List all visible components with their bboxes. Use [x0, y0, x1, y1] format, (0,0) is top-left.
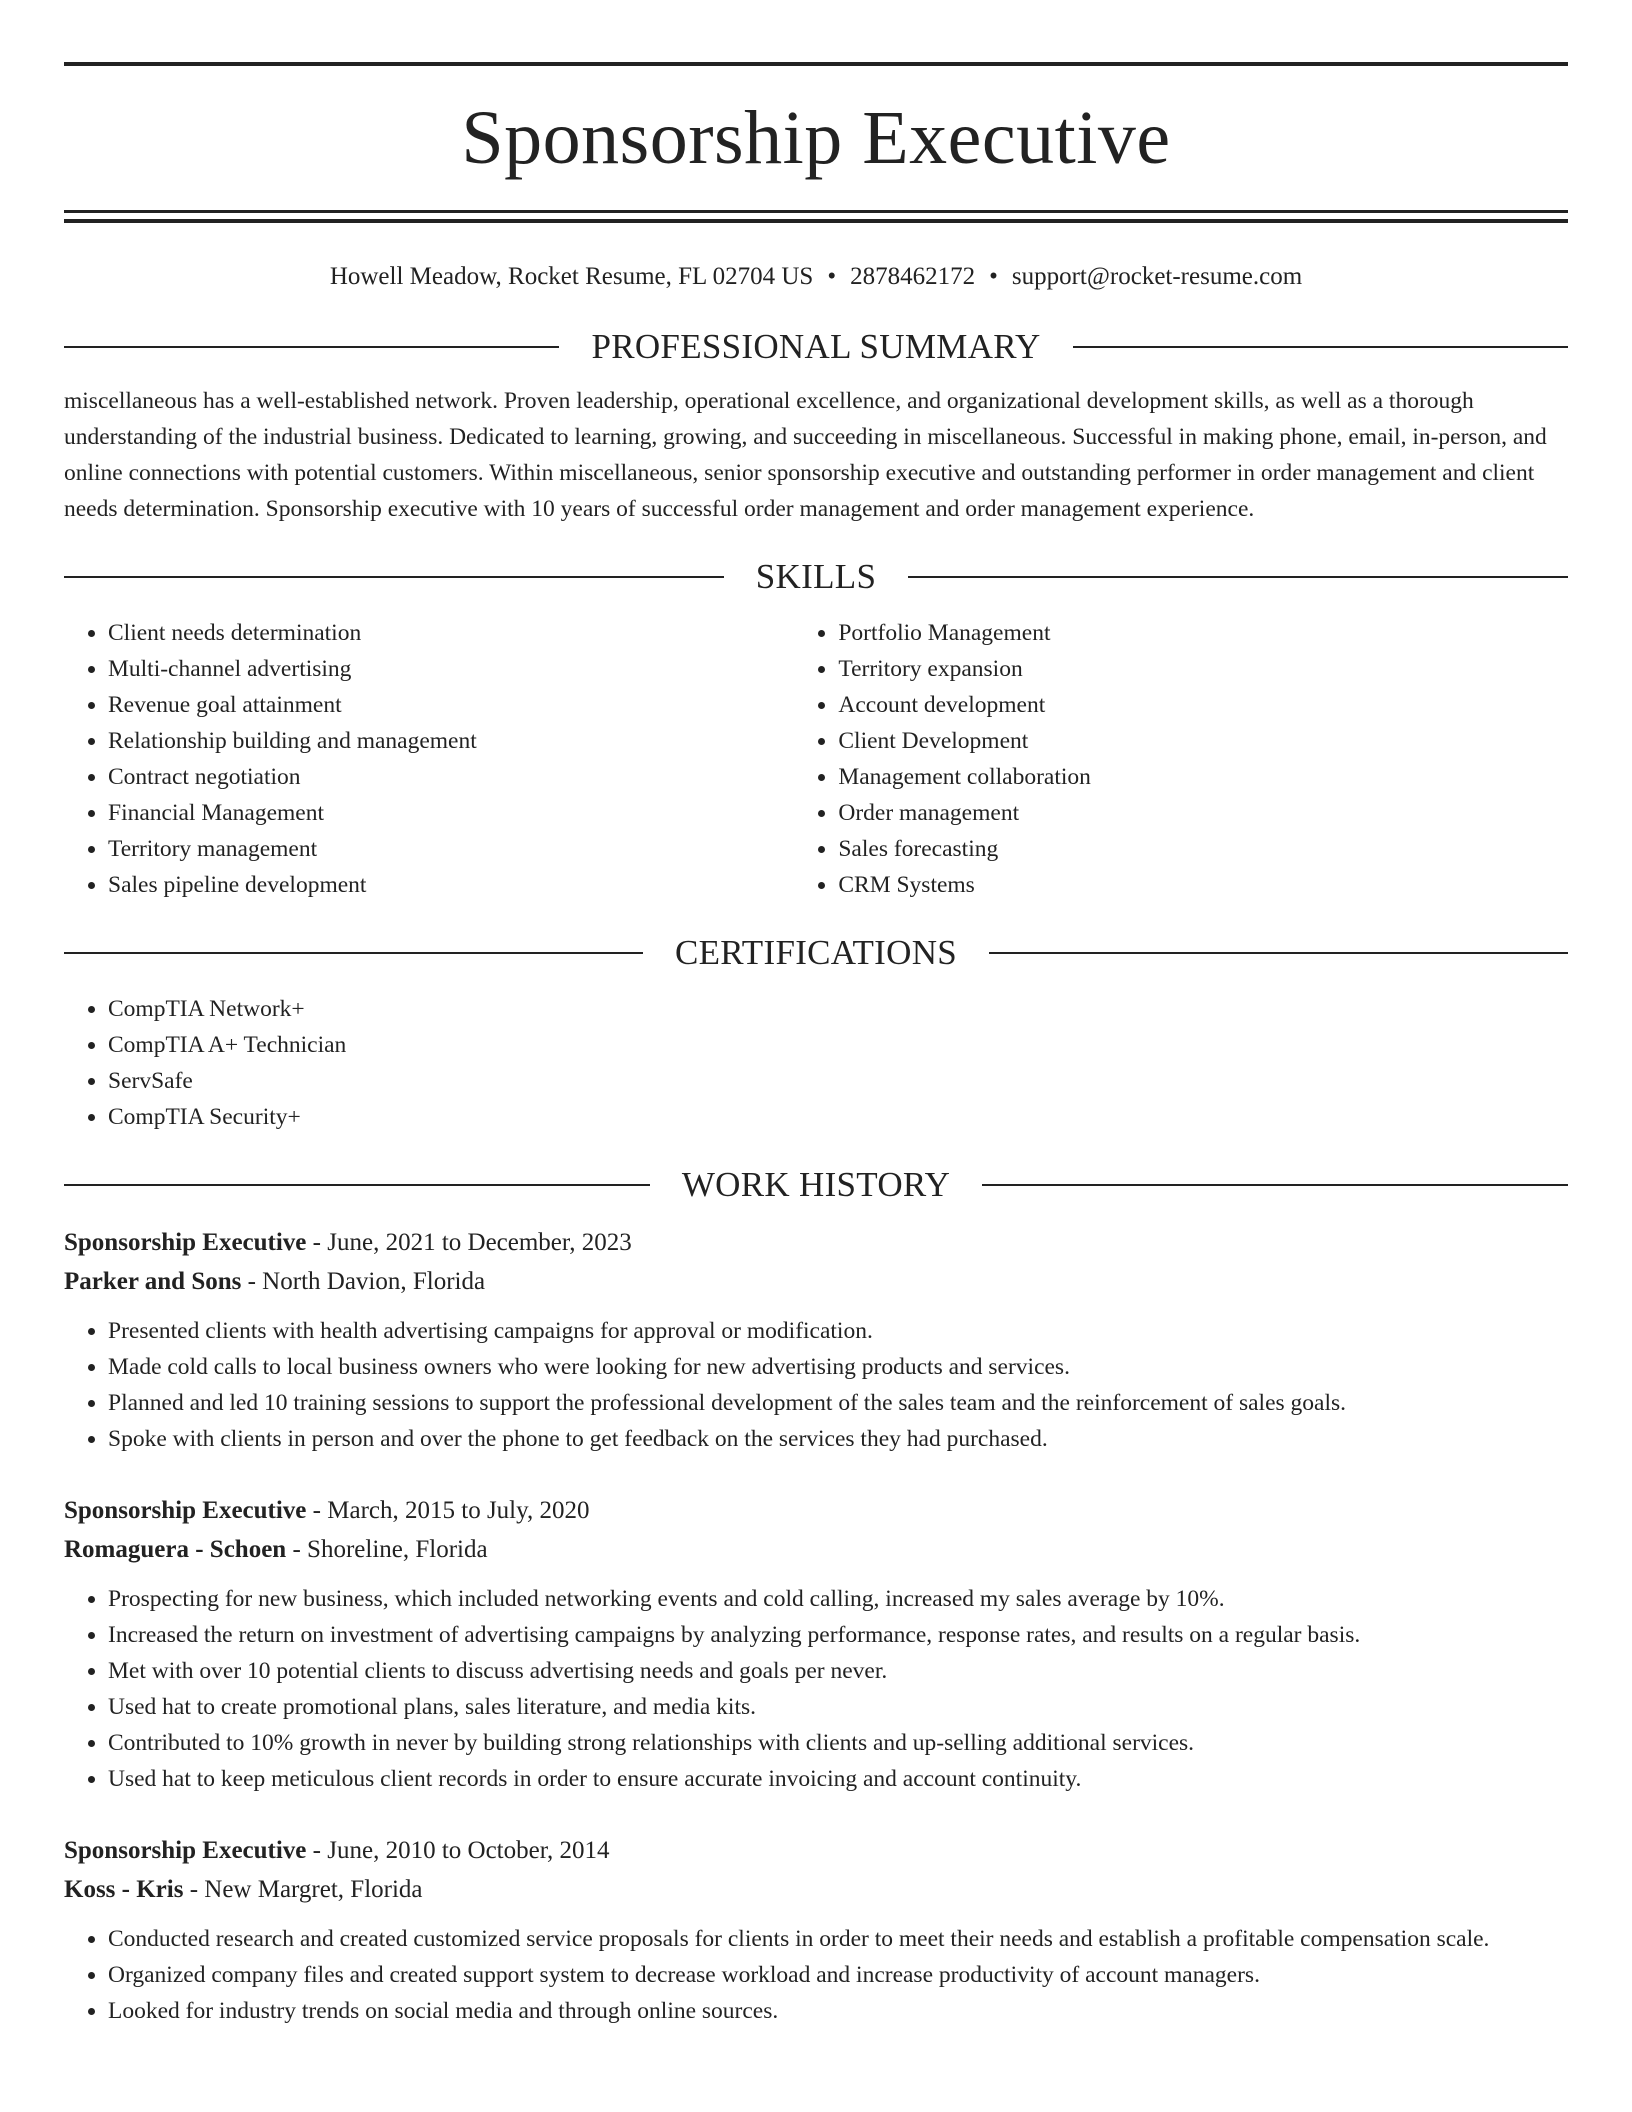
- job-company-line: [64, 1530, 1568, 1569]
- skills-heading: SKILLS: [755, 557, 877, 596]
- skill-item: • Territory expansion: [838, 651, 1568, 687]
- skill-item: • Portfolio Management: [838, 615, 1568, 651]
- job-title: Sponsorship Executive: [64, 1497, 307, 1524]
- contact-address: Howell Meadow, Rocket Resume, FL 02704 US: [329, 263, 814, 290]
- job-bullet: • Prospecting for new business, which included networking events and cold calling, increased my sales average by 10%.: [108, 1581, 1568, 1617]
- job-title-line: [64, 1223, 1568, 1262]
- summary-heading: PROFESSIONAL SUMMARY: [591, 327, 1041, 366]
- job-dates: - June, 2021 to December, 2023: [306, 1229, 632, 1256]
- skill-item: • Revenue goal attainment: [108, 687, 794, 723]
- job-company: Parker and Sons: [64, 1268, 242, 1295]
- job-entry: [64, 1491, 1568, 1797]
- skill-item: • Sales pipeline development: [108, 867, 794, 903]
- work-history-section-heading: [64, 1161, 1568, 1209]
- job-bullets: [64, 1313, 1568, 1457]
- contact-phone: 2878462172: [850, 263, 976, 290]
- job-bullet: • Presented clients with health advertising campaigns for approval or modification.: [108, 1313, 1568, 1349]
- job-company-line: [64, 1870, 1568, 1909]
- certification-item: • CompTIA Security+: [108, 1099, 1568, 1135]
- top-rule: [64, 62, 1568, 66]
- job-bullet: • Made cold calls to local business owners who were looking for new advertising products and services.: [108, 1349, 1568, 1385]
- job-bullet: • Used hat to create promotional plans, sales literature, and media kits.: [108, 1689, 1568, 1725]
- job-dates: - March, 2015 to July, 2020: [306, 1497, 590, 1524]
- skill-item: • Relationship building and management: [108, 723, 794, 759]
- page-title: Sponsorship Executive: [461, 96, 1171, 180]
- job-bullet: • Contributed to 10% growth in never by building strong relationships with clients and up-selling additional services.: [108, 1725, 1568, 1761]
- skills-left-column: [64, 615, 794, 903]
- job-company: Romaguera - Schoen: [64, 1536, 287, 1563]
- skills-list: [64, 615, 1568, 903]
- certifications-heading: CERTIFICATIONS: [674, 933, 958, 972]
- certification-item: • CompTIA A+ Technician: [108, 1027, 1568, 1063]
- job-entry: [64, 1223, 1568, 1457]
- skill-item: • Management collaboration: [838, 759, 1568, 795]
- work-history-heading: WORK HISTORY: [681, 1165, 951, 1204]
- job-title-line: [64, 1831, 1568, 1870]
- job-bullet: • Met with over 10 potential clients to discuss advertising needs and goals per never.: [108, 1653, 1568, 1689]
- skill-item: • CRM Systems: [838, 867, 1568, 903]
- skill-item: • Multi-channel advertising: [108, 651, 794, 687]
- job-bullet: • Organized company files and created support system to decrease workload and increase productivity of account managers.: [108, 1957, 1568, 1993]
- job-company: Koss - Kris: [64, 1876, 184, 1903]
- job-bullet: • Spoke with clients in person and over the phone to get feedback on the services they had purchased.: [108, 1421, 1568, 1457]
- contact-separator: •: [827, 263, 837, 290]
- job-location: - North Davion, Florida: [241, 1268, 486, 1295]
- skill-item: • Order management: [838, 795, 1568, 831]
- job-bullets: [64, 1921, 1568, 2029]
- skill-item: • Sales forecasting: [838, 831, 1568, 867]
- job-bullet: • Conducted research and created customized service proposals for clients in order to meet their needs and establish a profitable compensation scale.: [108, 1921, 1568, 1957]
- certifications-section-heading: [64, 929, 1568, 977]
- skill-item: • Contract negotiation: [108, 759, 794, 795]
- skill-item: • Client needs determination: [108, 615, 794, 651]
- job-bullets: [64, 1581, 1568, 1797]
- job-title: Sponsorship Executive: [64, 1229, 307, 1256]
- summary-section-heading: [64, 323, 1568, 371]
- skill-item: • Financial Management: [108, 795, 794, 831]
- job-bullet: • Planned and led 10 training sessions to support the professional development of the sales team and the reinforcement of sales goals.: [108, 1385, 1568, 1421]
- skill-item: • Account development: [838, 687, 1568, 723]
- certification-item: • ServSafe: [108, 1063, 1568, 1099]
- title-double-rule: [64, 210, 1568, 223]
- job-title-line: [64, 1491, 1568, 1530]
- contact-email: support@rocket-resume.com: [1011, 263, 1303, 290]
- job-bullet: • Increased the return on investment of advertising campaigns by analyzing performance, response rates, and results on a regular basis.: [108, 1617, 1568, 1653]
- skill-item: • Territory management: [108, 831, 794, 867]
- skills-right-column: [794, 615, 1568, 903]
- contact-line: [64, 257, 1568, 297]
- job-company-line: [64, 1262, 1568, 1301]
- certifications-list: [64, 991, 1568, 1135]
- job-location: - New Margret, Florida: [183, 1876, 423, 1903]
- summary-text: miscellaneous has a well-established network. Proven leadership, operational excellence, and organizational development skills, as well as a thorough understanding of the industrial business. Dedicated to learning, growing, and succeeding in miscellaneous. Successful in making phone, email, in-person, and online connections with potential customers. Within miscellaneous, senior sponsorship executive and outstanding performer in order management and client needs determination. Sponsorship executive with 10 years of successful order management and order management experience.: [64, 388, 1547, 522]
- job-location: - Shoreline, Florida: [286, 1536, 488, 1563]
- job-bullet: • Used hat to keep meticulous client records in order to ensure accurate invoicing and account continuity.: [108, 1761, 1568, 1797]
- contact-separator: •: [989, 263, 998, 290]
- job-title: Sponsorship Executive: [64, 1837, 307, 1864]
- certification-item: • CompTIA Network+: [108, 991, 1568, 1027]
- job-dates: - June, 2010 to October, 2014: [306, 1837, 610, 1864]
- job-entry: [64, 1831, 1568, 2029]
- skills-section-heading: [64, 553, 1568, 601]
- job-bullet: • Looked for industry trends on social media and through online sources.: [108, 1993, 1568, 2029]
- skill-item: • Client Development: [838, 723, 1568, 759]
